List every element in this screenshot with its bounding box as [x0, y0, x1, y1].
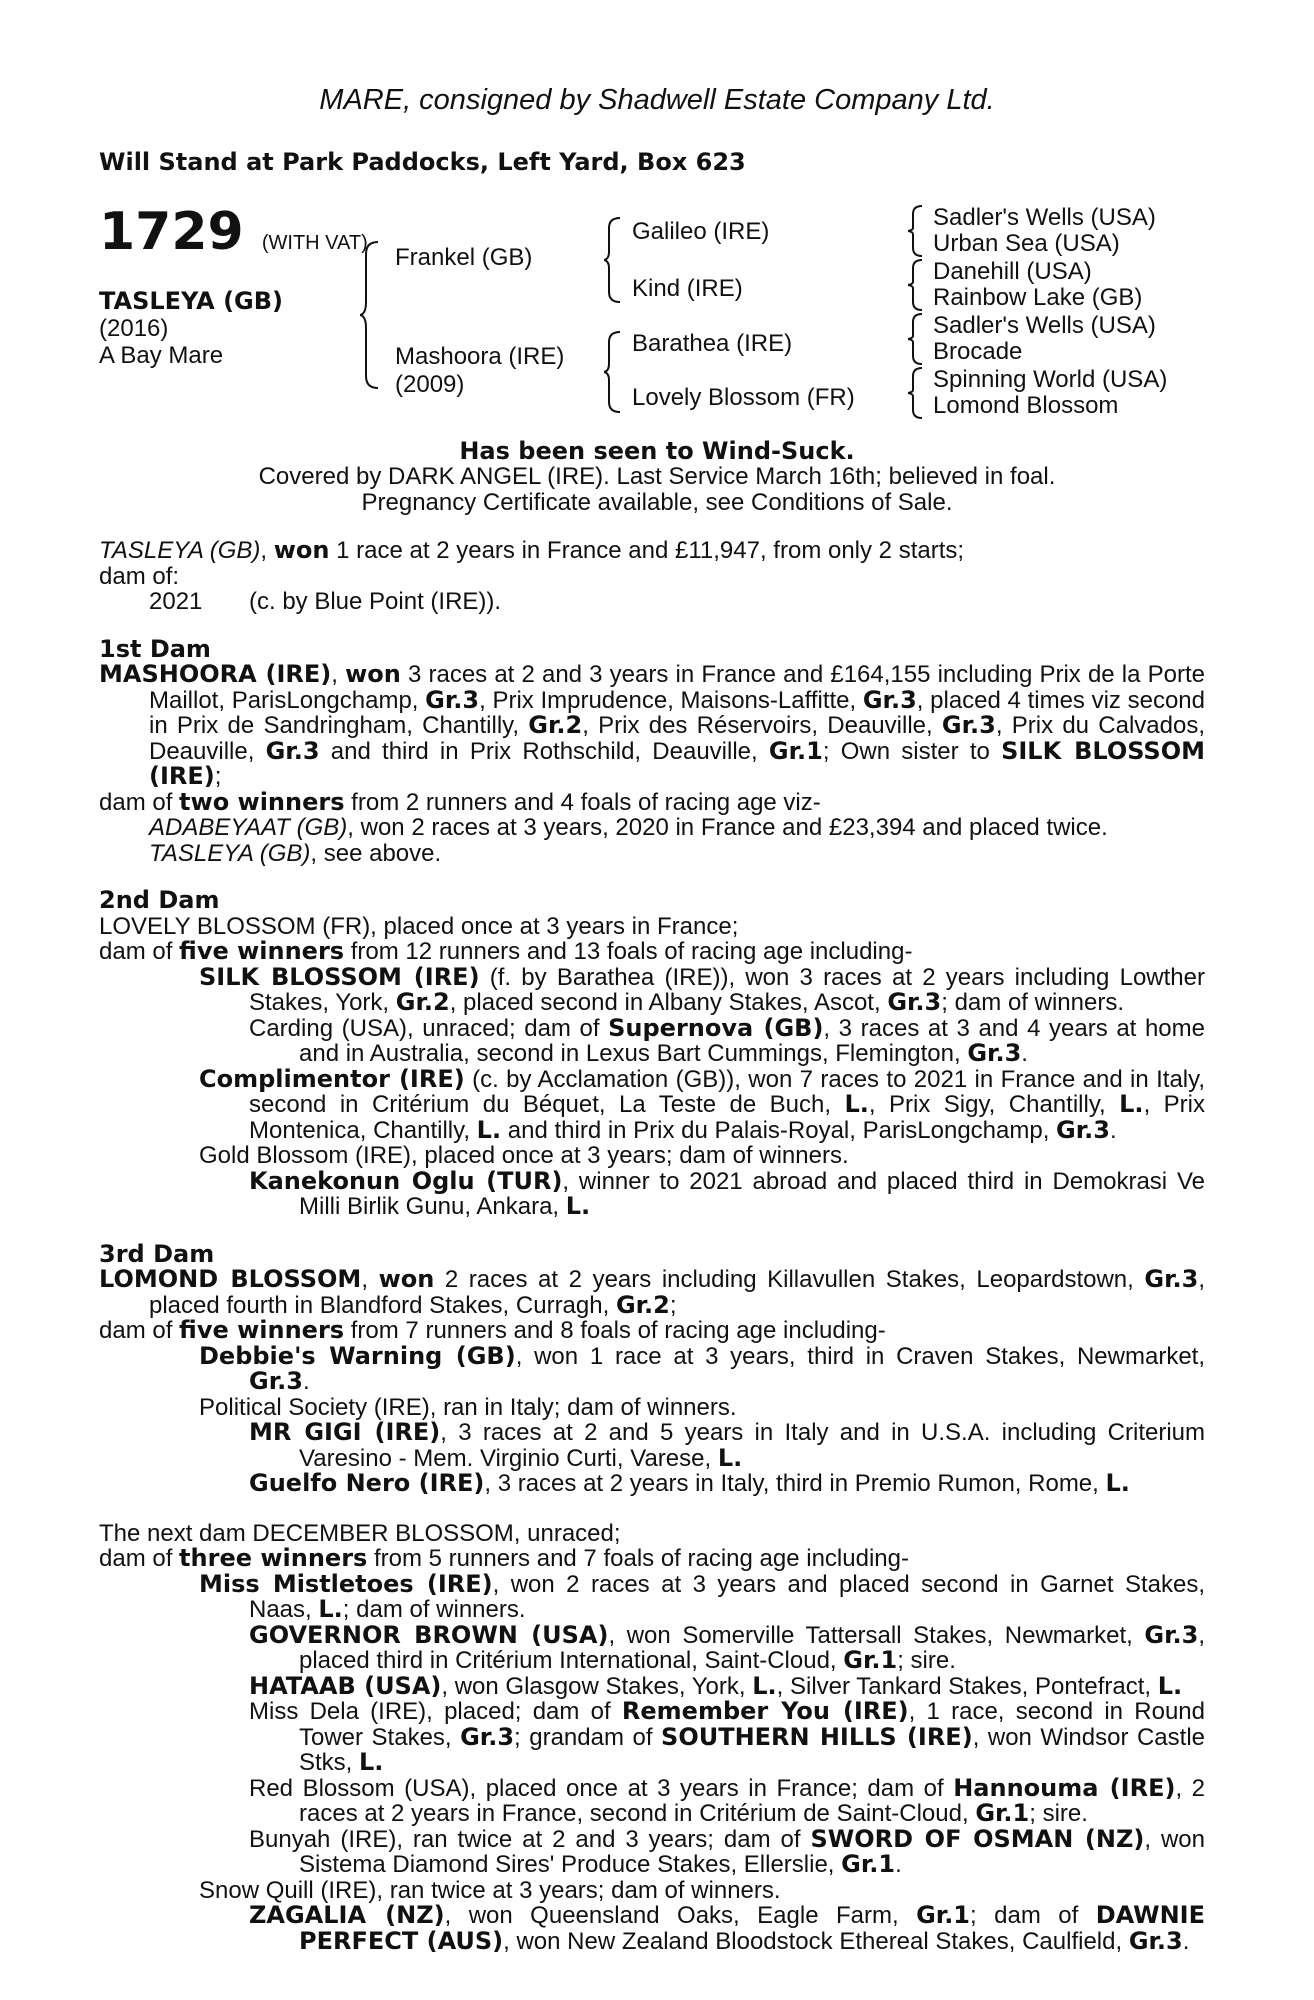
hat-t1: , won Glasgow Stakes, York,	[441, 1672, 753, 1700]
nd-dam-of-b: from 5 runners and 7 foals of racing age including-	[367, 1545, 909, 1572]
dela-gr3: Gr.3	[460, 1722, 515, 1751]
zag-name2: DAWNIE PERFECT (AUS)	[299, 1901, 1206, 1955]
grand-6: Brocade	[933, 338, 1023, 365]
zagalia-entry	[99, 1903, 1205, 1954]
second-dam-dam-of	[99, 939, 1205, 965]
sire: Frankel (GB)	[395, 244, 533, 271]
red-t3: ; sire.	[1029, 1800, 1088, 1827]
td-winners: five winners	[179, 1316, 345, 1344]
fd-t7: ; Own sister to	[822, 737, 1002, 765]
produce-row	[99, 589, 1205, 615]
comp-name: Complimentor (IRE)	[199, 1064, 465, 1093]
dam-sire: Barathea (IRE)	[632, 330, 793, 357]
gigi-name: MR GIGI (IRE)	[249, 1418, 441, 1446]
dam-dam: Lovely Blossom (FR)	[632, 384, 855, 411]
debbies-warning-entry	[99, 1341, 1206, 1395]
first-dam-dam-of	[99, 787, 1205, 816]
intro-line: TASLEYA (GB), won 1 race at 2 years in France and £11,947, from only 2 starts;	[99, 536, 965, 564]
first-dam-offspring-2	[99, 841, 1205, 867]
comp-t4: and third in Prix du Palais-Royal, ParisLongchamp,	[501, 1116, 1057, 1144]
fd-gr2: Gr.2	[528, 711, 583, 739]
silk-t2: , placed second in Albany Stakes, Ascot,	[449, 989, 888, 1016]
horse-year: (2016)	[99, 315, 169, 342]
grand-4: Rainbow Lake (GB)	[933, 284, 1143, 311]
td-dam-of-b: from 7 runners and 8 foals of racing age including-	[344, 1317, 886, 1344]
fd-off2-text: , see above.	[310, 839, 442, 867]
zag-gr3: Gr.3	[1128, 1926, 1183, 1955]
fd-gr3b: Gr.3	[862, 685, 917, 714]
guelfo-name: Guelfo Nero (IRE)	[249, 1469, 485, 1497]
dela-name2: SOUTHERN HILLS (IRE)	[661, 1722, 973, 1751]
first-dam-name: MASHOORA (IRE)	[99, 660, 332, 688]
debbie-t2: .	[302, 1368, 310, 1395]
silk-gr3: Gr.3	[887, 988, 942, 1016]
miss-t2: ; dam of winners.	[342, 1596, 526, 1623]
consignment-line: MARE, consigned by Shadwell Estate Company Ltd.	[319, 84, 995, 116]
second-dam-heading: 2nd Dam	[99, 886, 220, 914]
sire-dam: Kind (IRE)	[632, 275, 743, 302]
red-t2: , 2 races at 2 years in France, second in Critérium de Saint-Cloud,	[299, 1774, 1206, 1827]
intro-horse-name: TASLEYA (GB)	[99, 537, 261, 564]
td-t1: 2 races at 2 years including Killavullen Stakes, Leopardstown,	[434, 1266, 1145, 1293]
silk-t1: (f. by Barathea (IRE)), won 3 races at 2 years including Lowther Stakes, York,	[249, 963, 1205, 1016]
zag-t4: .	[1182, 1927, 1190, 1955]
pedigree-brace-main	[360, 240, 384, 390]
gov-gr3: Gr.3	[1144, 1620, 1199, 1649]
grand-7: Spinning World (USA)	[933, 366, 1168, 393]
produce-desc: (c. by Blue Point (IRE)).	[249, 588, 502, 615]
td-gr2: Gr.2	[615, 1290, 670, 1319]
horse-name: TASLEYA (GB)	[99, 287, 283, 315]
miss-dela-entry	[99, 1699, 1205, 1776]
comp-t3: , Prix Montenica, Chantilly,	[249, 1091, 1205, 1144]
produce-year: 2021	[149, 588, 203, 615]
comp-t5: .	[1109, 1116, 1117, 1144]
red-name: Hannouma (IRE)	[953, 1773, 1176, 1802]
gov-t3: ; sire.	[897, 1647, 956, 1674]
silk-name: SILK BLOSSOM (IRE)	[199, 962, 480, 991]
dela-l: L.	[359, 1748, 384, 1776]
td-t3: ;	[669, 1291, 677, 1319]
grand-8: Lomond Blossom	[933, 392, 1119, 419]
covered-notice: Covered by DARK ANGEL (IRE). Last Service March 16th; believed in foal.	[258, 463, 1056, 490]
third-dam-record: LOMOND BLOSSOM, won 2 races at 2 years including Killavullen Stakes, Leopardstown, Gr.3, placed fourth in Blandford Stakes, Curragh, Gr.2;	[99, 1265, 1205, 1319]
td-t2: , placed fourth in Blandford Stakes, Curragh,	[149, 1266, 1205, 1319]
bun-name: SWORD OF OSMAN (NZ)	[810, 1824, 1145, 1853]
sd-dam-of-b: from 12 runners and 13 foals of racing age including-	[344, 938, 913, 965]
carding-entry	[99, 1013, 1205, 1067]
next-dam-record: The next dam DECEMBER BLOSSOM, unraced;	[99, 1519, 621, 1547]
fd-off2-name: TASLEYA (GB)	[149, 839, 311, 867]
snow-quill-entry: Snow Quill (IRE), ran twice at 3 years; dam of winners.	[199, 1876, 781, 1904]
pedigree-brace-sire	[604, 216, 624, 304]
lot-number	[99, 202, 368, 262]
fd-t3: , placed 4 times viz second in Prix de Sandringham, Chantilly,	[149, 686, 1205, 739]
zag-t3: , won New Zealand Bloodstock Ethereal Stakes, Caulfield,	[503, 1927, 1129, 1955]
mr-gigi-entry	[99, 1420, 1205, 1471]
gov-name: GOVERNOR BROWN (USA)	[249, 1620, 609, 1649]
fd-off1-name: ADABEYAAT (GB)	[149, 814, 348, 841]
comp-l3: L.	[476, 1115, 502, 1144]
red-t1: Red Blossom (USA), placed once at 3 years in France; dam of	[249, 1774, 954, 1802]
fd-dam-of-a: dam of	[99, 788, 180, 816]
sire-sire: Galileo (IRE)	[632, 218, 770, 245]
guelfo-l: L.	[1105, 1469, 1130, 1497]
lot-number-value: 1729	[99, 202, 244, 262]
zag-gr1: Gr.1	[916, 1901, 971, 1929]
comp-gr3: Gr.3	[1056, 1115, 1110, 1144]
td-name: LOMOND BLOSSOM	[99, 1265, 362, 1293]
kane-t1: , winner to 2021 abroad and placed third in Demokrasi Ve Milli Birlik Gunu, Ankara,	[299, 1167, 1205, 1220]
fd-gr3a: Gr.3	[425, 685, 480, 714]
pedigree-brace-dam	[604, 330, 624, 414]
fd-t5: , Prix du Calvados, Deauville,	[149, 712, 1205, 765]
debbie-t1: , won 1 race at 3 years, third in Craven Stakes, Newmarket,	[515, 1342, 1206, 1370]
gigi-t1: , 3 races at 2 and 5 years in Italy and in U.S.A. including Criterium Varesino - Mem. Virginio Curti, Varese,	[299, 1419, 1205, 1472]
dam: Mashoora (IRE)	[395, 343, 565, 370]
intro-text: 1 race at 2 years in France and £11,947, from only 2 starts;	[329, 537, 965, 564]
fd-sister: SILK BLOSSOM (IRE)	[149, 736, 1205, 790]
gov-gr1: Gr.1	[843, 1646, 898, 1674]
zag-name: ZAGALIA (NZ)	[249, 1901, 445, 1929]
comp-t2: , Prix Sigy, Chantilly,	[868, 1091, 1120, 1118]
third-dam-heading: 3rd Dam	[99, 1239, 215, 1268]
first-dam-offspring-1	[99, 815, 1205, 841]
dam-year: (2009)	[395, 371, 465, 398]
silk-t3: ; dam of winners.	[941, 989, 1124, 1016]
first-dam-record: MASHOORA (IRE), won 3 races at 2 and 3 years in France and £164,155 including Prix de la Porte Maillot, ParisLongchamp, Gr.3, Prix Imprudence, Maisons-Laffitte, Gr.3, placed 4 times viz second in Prix de Sandringham, Chantilly, Gr.2, Prix des Réservoirs, Deauville, Gr.3, Prix du Calvados, Deauville, Gr.3 and third in Prix Rothschild, Deauville, Gr.1; Own sister to SILK BLOSSOM (IRE);	[99, 660, 1205, 790]
fd-t2: , Prix Imprudence, Maisons-Laffitte,	[479, 686, 863, 714]
hat-l2: L.	[1157, 1671, 1183, 1700]
comp-l2: L.	[1119, 1090, 1144, 1118]
catalogue-body	[99, 538, 1205, 1954]
gigi-l: L.	[717, 1443, 743, 1472]
nd-dam-of-a: dam of	[99, 1545, 180, 1572]
political-society-entry: Political Society (IRE), ran in Italy; dam of winners.	[199, 1393, 737, 1421]
dela-t4: , won Windsor Castle Stks,	[299, 1723, 1205, 1776]
bun-t3: .	[895, 1851, 902, 1878]
first-dam-heading: 1st Dam	[99, 634, 211, 663]
miss-l: L.	[318, 1595, 343, 1623]
gov-t1: , won Somerville Tattersall Stakes, Newmarket,	[608, 1621, 1145, 1649]
silk-blossom-entry	[99, 962, 1205, 1016]
fd-t6: and third in Prix Rothschild, Deauville,	[319, 737, 769, 765]
carding-name: Supernova (GB)	[608, 1013, 824, 1042]
bun-t1: Bunyah (IRE), ran twice at 2 and 3 years; dam of	[249, 1825, 811, 1853]
pedigree-brace-g34	[908, 258, 926, 312]
third-dam-dam-of	[99, 1318, 1205, 1344]
debbie-name: Debbie's Warning (GB)	[199, 1341, 516, 1370]
grand-5: Sadler's Wells (USA)	[933, 312, 1156, 339]
hat-name: HATAAB (USA)	[249, 1671, 442, 1700]
fd-gr3d: Gr.3	[265, 736, 320, 765]
carding-t1: Carding (USA), unraced; dam of	[249, 1014, 609, 1042]
pedigree-brace-g56	[908, 312, 926, 366]
horse-summary	[99, 288, 283, 369]
intro-won: won	[273, 536, 330, 564]
fd-t8: ;	[214, 763, 222, 790]
sd-winners: five winners	[179, 937, 345, 965]
spacer	[99, 1497, 1205, 1521]
windsuck-notice: Has been seen to Wind-Suck.	[459, 437, 855, 465]
gov-t2: , placed third in Critérium International, Saint-Cloud,	[299, 1621, 1205, 1674]
hataab-entry	[99, 1671, 1205, 1700]
notice-block	[0, 438, 1314, 516]
red-blossom-entry	[99, 1773, 1206, 1827]
hat-t2: , Silver Tankard Stakes, Pontefract,	[776, 1672, 1158, 1700]
td-dam-of-a: dam of	[99, 1317, 180, 1344]
carding-gr3: Gr.3	[967, 1039, 1022, 1067]
grand-3: Danehill (USA)	[933, 258, 1092, 285]
dela-t1: Miss Dela (IRE), placed; dam of	[249, 1698, 622, 1725]
stand-location: Will Stand at Park Paddocks, Left Yard, Box 623	[99, 148, 746, 176]
fd-gr3c: Gr.3	[941, 711, 996, 739]
bun-gr1: Gr.1	[841, 1850, 896, 1878]
fd-t1: 3 races at 2 and 3 years in France and £164,155 including Prix de la Porte Maillot, ParisLongchamp,	[149, 661, 1205, 714]
complimentor-entry	[99, 1064, 1206, 1144]
first-dam-won: won	[345, 660, 401, 688]
gold-blossom-entry: Gold Blossom (IRE), placed once at 3 years; dam of winners.	[199, 1142, 849, 1169]
pregnancy-notice: Pregnancy Certificate available, see Conditions of Sale.	[361, 489, 953, 516]
pedigree-brace-g78	[908, 366, 926, 420]
fd-gr1: Gr.1	[768, 736, 823, 765]
debbie-gr3: Gr.3	[249, 1367, 303, 1395]
nd-winners: three winners	[179, 1544, 368, 1572]
carding-t3: .	[1021, 1040, 1028, 1067]
guelfo-t1: , 3 races at 2 years in Italy, third in Premio Rumon, Rome,	[484, 1470, 1106, 1497]
miss-mistletoes-entry	[99, 1569, 1205, 1623]
kane-name: Kanekonun Oglu (TUR)	[249, 1166, 563, 1195]
fd-off1-text: , won 2 races at 3 years, 2020 in France and £23,394 and placed twice.	[347, 814, 1108, 841]
next-dam-dam-of	[99, 1546, 1205, 1572]
zag-t2: ; dam of	[970, 1902, 1096, 1929]
grand-1: Sadler's Wells (USA)	[933, 204, 1156, 231]
kanekonun-entry	[99, 1166, 1205, 1220]
carding-t2: , 3 races at 3 and 4 years at home and in Australia, second in Lexus Bart Cummings, Flemington,	[299, 1014, 1205, 1067]
guelfo-nero-entry	[99, 1471, 1205, 1497]
miss-name: Miss Mistletoes (IRE)	[199, 1569, 493, 1598]
comp-l1: L.	[844, 1090, 869, 1118]
vat-label: (WITH VAT)	[261, 232, 368, 254]
td-gr3: Gr.3	[1144, 1265, 1199, 1293]
dela-t2: , 1 race, second in Round Tower Stakes,	[299, 1698, 1205, 1751]
hat-l1: L.	[752, 1671, 777, 1700]
grand-2: Urban Sea (USA)	[933, 230, 1120, 257]
sd-dam-of-a: dam of	[99, 938, 180, 965]
kane-l: L.	[565, 1192, 591, 1220]
silk-gr2: Gr.2	[395, 988, 450, 1016]
governor-brown-entry	[99, 1620, 1205, 1674]
intro-dam-of: dam of:	[99, 562, 180, 590]
bun-t2: , won Sistema Diamond Sires' Produce Stakes, Ellerslie,	[299, 1825, 1205, 1878]
td-won: won	[378, 1265, 435, 1293]
dela-t3: ; grandam of	[514, 1723, 662, 1751]
miss-t1: , won 2 races at 3 years and placed second in Garnet Stakes, Naas,	[249, 1570, 1205, 1623]
dela-name: Remember You (IRE)	[621, 1697, 909, 1725]
zag-t1: , won Queensland Oaks, Eagle Farm,	[444, 1902, 917, 1929]
bunyah-entry	[99, 1824, 1205, 1878]
comp-t1: (c. by Acclamation (GB)), won 7 races to 2021 in France and in Italy, second in Critérium du Béquet, La Teste de Buch,	[249, 1065, 1206, 1118]
second-dam-record: LOVELY BLOSSOM (FR), placed once at 3 years in France;	[99, 912, 739, 940]
fd-dam-of-b: from 2 runners and 4 foals of racing age viz-	[344, 788, 821, 816]
pedigree-brace-g12	[908, 204, 926, 258]
fd-t4: , Prix des Réservoirs, Deauville,	[582, 712, 942, 739]
horse-description: A Bay Mare	[99, 342, 224, 369]
fd-winners: two winners	[179, 787, 345, 816]
red-gr1: Gr.1	[975, 1799, 1030, 1827]
